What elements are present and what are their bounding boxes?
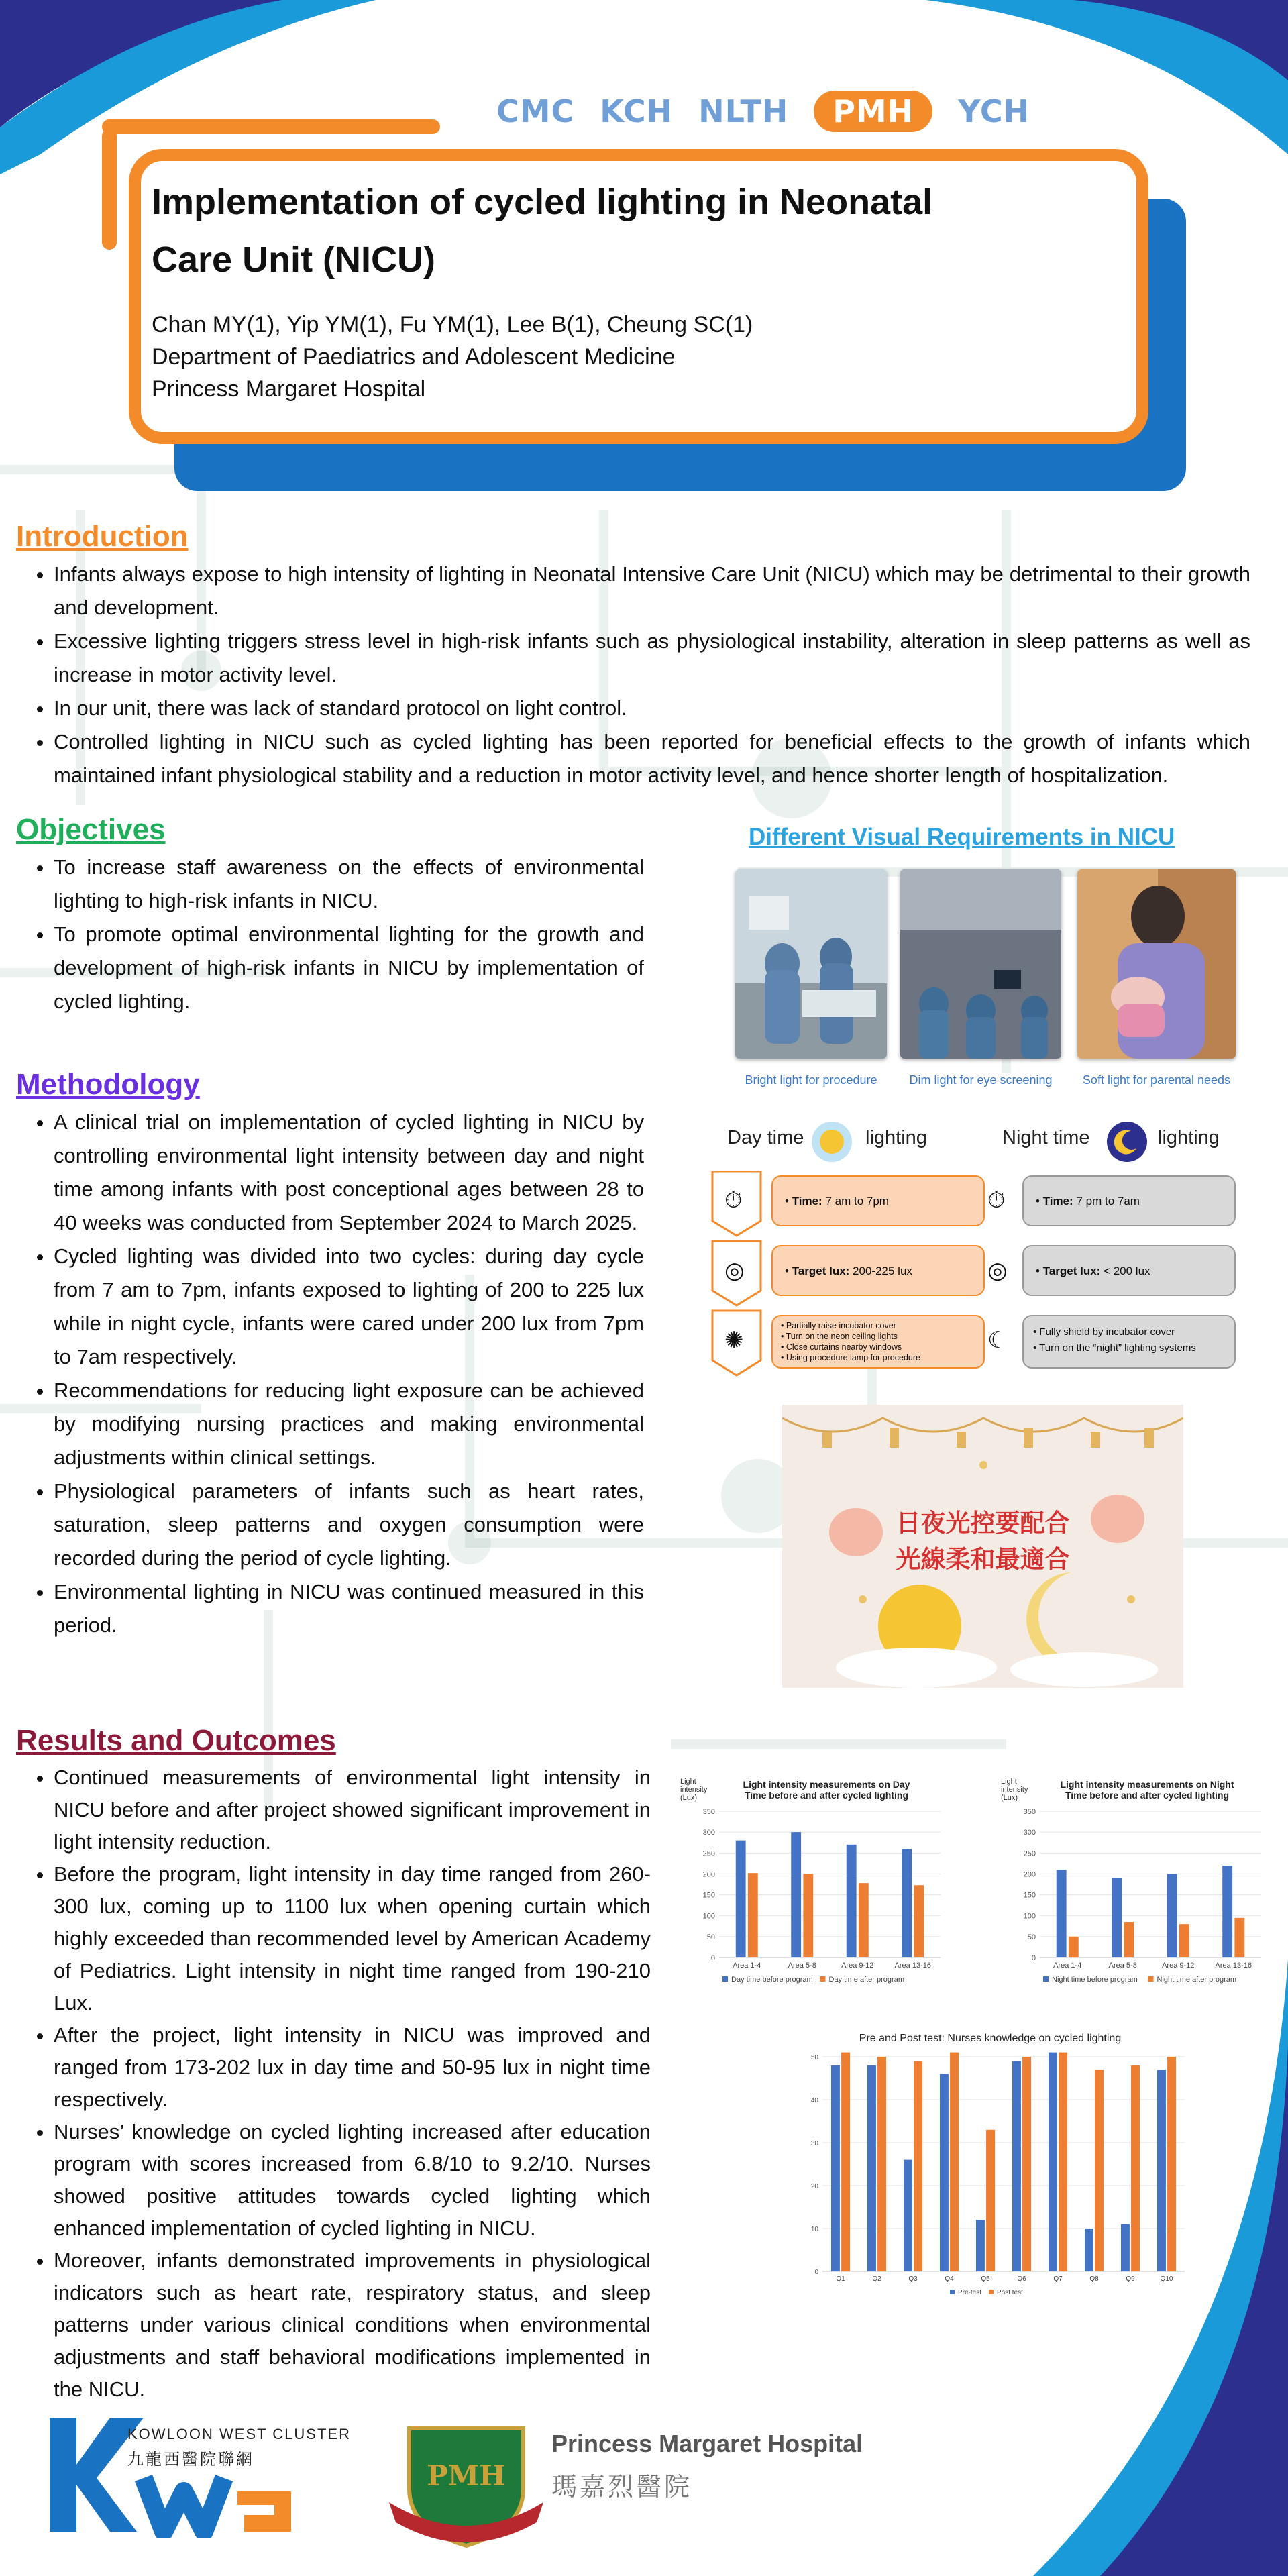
bar xyxy=(847,1845,857,1957)
bar xyxy=(1059,2053,1067,2271)
hospital-tab-cmc: CMC xyxy=(496,93,575,129)
y-tick-label: 0 xyxy=(814,2269,818,2276)
authors: Chan MY(1), Yip YM(1), Fu YM(1), Lee B(1), Cheung SC(1) xyxy=(152,312,753,337)
sun-icon xyxy=(810,1120,853,1163)
list-item: • Partially raise incubator cover xyxy=(781,1321,896,1330)
list-item: • Moreover, infants demonstrated improvements in physiological indicators such as heart rate, respiratory status, and sleep patterns under various clinical conditions when environmental adjustments and staff behavioral modifications implemented in the NICU. xyxy=(54,2245,651,2406)
pmh-crest-logo xyxy=(389,2422,543,2549)
y-tick-label: 50 xyxy=(706,1933,715,1941)
legend-swatch xyxy=(989,2290,994,2294)
bar xyxy=(791,1832,801,1957)
hospital-name: Princess Margaret Hospital xyxy=(152,376,426,402)
bar xyxy=(841,2053,850,2271)
author-block xyxy=(152,309,1024,405)
list-item: • Infants always expose to high intensity of lighting in Neonatal Intensive Care Unit (NICU) which may be detrimental to their growth and development. xyxy=(54,557,1250,625)
stopwatch-icon: ⏱ xyxy=(987,1187,1006,1213)
x-tick-label: Q10 xyxy=(1160,2275,1173,2283)
day-time-label-strong: Time: xyxy=(792,1195,822,1208)
x-tick-label: Q5 xyxy=(981,2275,990,2283)
bar xyxy=(748,1873,758,1957)
night-light-chart xyxy=(993,1775,1275,2003)
legend-label: Day time before program xyxy=(731,1976,813,1984)
stopwatch-icon: ⏱ xyxy=(724,1187,743,1213)
day-action-text: Turn on the neon ceiling lights xyxy=(786,1332,898,1341)
lamp-icon: ☾ xyxy=(987,1328,1008,1353)
day-target-panel: • Target lux: 200-225 lux xyxy=(771,1245,985,1296)
results-heading: Results and Outcomes xyxy=(16,1724,336,1757)
visual-requirements-heading: Different Visual Requirements in NICU xyxy=(749,824,1175,850)
bar xyxy=(1124,1922,1134,1957)
department: Department of Paediatrics and Adolescent Medicine xyxy=(152,344,676,370)
legend-swatch xyxy=(950,2290,955,2294)
poster-title-line1: Implementation of cycled lighting in Neonatal xyxy=(152,182,933,222)
bar xyxy=(986,2130,995,2271)
day-time-value: 7 am to 7pm xyxy=(822,1195,889,1208)
y-tick-label: 0 xyxy=(1031,1954,1036,1962)
bar xyxy=(904,2160,912,2271)
legend-swatch xyxy=(820,1976,826,1982)
night-time-panel: • Time: 7 pm to 7am xyxy=(1022,1175,1236,1226)
x-tick-label: Q2 xyxy=(872,2275,881,2283)
list-item: • Using procedure lamp for procedure xyxy=(781,1353,920,1362)
introduction-heading: Introduction xyxy=(16,520,189,553)
list-item: • To promote optimal environmental lighting for the growth and development of high-risk infants in NICU by implementation of cycled lighting. xyxy=(54,918,644,1018)
day-action-text: Partially raise incubator cover xyxy=(786,1321,896,1330)
bar xyxy=(1095,2070,1104,2271)
introduction-section xyxy=(16,520,1250,792)
objectives-heading: Objectives xyxy=(16,813,166,846)
legend-label: Night time before program xyxy=(1052,1976,1138,1984)
y-tick-label: 300 xyxy=(1023,1829,1036,1837)
bar xyxy=(950,2053,959,2271)
x-tick-label: Q9 xyxy=(1126,2275,1135,2283)
legend-label: Post test xyxy=(997,2289,1023,2296)
list-item: • Turn on the neon ceiling lights xyxy=(781,1332,898,1341)
poster-title xyxy=(152,173,1024,288)
decorative-bar-vertical xyxy=(102,129,117,250)
target-icon: ◎ xyxy=(724,1258,745,1283)
night-target-label: Target lux: xyxy=(1042,1265,1101,1277)
introduction-list xyxy=(16,557,1250,792)
chart-title: Light intensity measurements on Night Time before and after cycled lighting xyxy=(1060,1779,1234,1801)
x-tick-label: Q1 xyxy=(836,2275,845,2283)
night-lighting-word: lighting xyxy=(1158,1127,1220,1148)
hospital-tab-ych: YCH xyxy=(958,93,1030,129)
x-tick-label: Area 5-8 xyxy=(1108,1962,1137,1970)
slogan-line2: 光線柔和最適合 xyxy=(896,1545,1070,1574)
bar xyxy=(976,2220,985,2271)
y-tick-label: 100 xyxy=(702,1912,715,1921)
night-target-value: < 200 lux xyxy=(1100,1265,1150,1277)
bar xyxy=(859,1883,869,1957)
bar xyxy=(1131,2065,1140,2271)
legend-swatch xyxy=(1148,1976,1154,1982)
y-tick-label: 350 xyxy=(1023,1808,1036,1816)
night-time-label-strong: Time: xyxy=(1042,1195,1073,1208)
legend-swatch xyxy=(1043,1976,1049,1982)
list-item: • Before the program, light intensity in day time ranged from 260-300 lux, coming up to 1100 lux when opening curtain which highly exceeded than recommended level by American Academy of Pediatrics. Light intensity in night time ranged from 190-210 Lux. xyxy=(54,1858,651,2019)
chart-title: Pre and Post test: Nurses knowledge on cycled lighting xyxy=(859,2033,1122,2044)
chart-plot xyxy=(672,1802,954,2003)
bar xyxy=(1121,2224,1130,2271)
hospital-tab-nlth: NLTH xyxy=(698,93,789,129)
y-tick-label: 250 xyxy=(1023,1849,1036,1858)
bar xyxy=(1234,1918,1244,1957)
objectives-list xyxy=(16,851,644,1018)
night-target-panel: • Target lux: < 200 lux xyxy=(1022,1245,1236,1296)
results-section xyxy=(16,1724,651,2406)
bar xyxy=(1157,2070,1166,2271)
photo-dim-light xyxy=(900,869,1061,1059)
caption-bright-light: Bright light for procedure xyxy=(745,1073,877,1087)
day-time-label: Day time xyxy=(727,1127,804,1148)
y-tick-label: 50 xyxy=(810,2054,818,2061)
x-tick-label: Q7 xyxy=(1053,2275,1063,2283)
chart-title: Light intensity measurements on Day Time before and after cycled lighting xyxy=(743,1779,910,1801)
bar xyxy=(736,1841,746,1957)
x-tick-label: Q8 xyxy=(1089,2275,1099,2283)
bar xyxy=(1022,2057,1031,2271)
bar xyxy=(1057,1870,1067,1957)
hospital-tabs xyxy=(496,91,1030,132)
y-tick-label: 300 xyxy=(702,1829,715,1837)
list-item: • After the project, light intensity in NICU was improved and ranged from 173-202 lux in day time and 50-95 lux in night time respectively. xyxy=(54,2019,651,2116)
bar xyxy=(867,2065,876,2271)
list-item: • Cycled lighting was divided into two cycles: during day cycle from 7 am to 7pm, infants exposed to lighting of 200 to 225 lux while in night cycle, infants were cared under 200 lux from 7pm to 7am respectively. xyxy=(54,1240,644,1374)
methodology-list xyxy=(16,1106,644,1642)
list-item: • Physiological parameters of infants such as heart rates, saturation, sleep patterns and oxygen consumption were recorded during the period of cycle lighting. xyxy=(54,1474,644,1575)
x-tick-label: Area 1-4 xyxy=(733,1962,761,1970)
y-tick-label: 150 xyxy=(702,1891,715,1900)
y-tick-label: 40 xyxy=(810,2097,818,2104)
y-tick-label: 30 xyxy=(810,2140,818,2147)
caption-dim-light: Dim light for eye screening xyxy=(909,1073,1053,1087)
list-item: • Controlled lighting in NICU such as cycled lighting has been reported for beneficial effects to the growth of infants which maintained infant physiological stability and a reduction in motor activity level, and hence shorter length of hospitalization. xyxy=(54,725,1250,792)
chart-ylabel: Light intensity (Lux) xyxy=(680,1778,708,1802)
kwc-chinese-name: 九龍西醫院聯網 xyxy=(127,2450,254,2469)
target-icon: ◎ xyxy=(987,1258,1008,1283)
methodology-heading: Methodology xyxy=(16,1068,200,1101)
list-item: • A clinical trial on implementation of cycled lighting in NICU by controlling environmental light intensity between day and night time among infants with post conceptional ages between 28 to 40 weeks was conducted from September 2024 to March 2025. xyxy=(54,1106,644,1240)
night-actions-panel xyxy=(1022,1315,1236,1368)
bar xyxy=(940,2074,949,2271)
x-tick-label: Q6 xyxy=(1017,2275,1026,2283)
results-list xyxy=(16,1762,651,2406)
bar xyxy=(803,1874,813,1957)
bar xyxy=(1049,2053,1057,2271)
x-tick-label: Q4 xyxy=(945,2275,954,2283)
chart-ylabel: Light intensity (Lux) xyxy=(1001,1778,1028,1802)
chart-plot xyxy=(782,2050,1198,2312)
list-item: • Nurses’ knowledge on cycled lighting increased after education program with scores increased from 6.8/10 to 9.2/10. Nurses showed positive attitudes towards cycled lighting which enhanced implementation of cycled lighting in NICU. xyxy=(54,2116,651,2245)
y-tick-label: 200 xyxy=(1023,1870,1036,1879)
bar xyxy=(1179,1924,1189,1957)
pmh-name: Princess Margaret Hospital xyxy=(551,2430,863,2457)
bar xyxy=(1012,2061,1021,2271)
x-tick-label: Area 9-12 xyxy=(1162,1962,1195,1970)
day-target-label: Target lux: xyxy=(792,1265,850,1277)
day-actions-panel xyxy=(771,1315,985,1368)
objectives-section xyxy=(16,813,644,1018)
list-item: • Recommendations for reducing light exposure can be achieved by modifying nursing practices and making environmental adjustments within clinical settings. xyxy=(54,1374,644,1474)
y-tick-label: 250 xyxy=(702,1849,715,1858)
day-action-text: Using procedure lamp for procedure xyxy=(786,1353,920,1362)
pmh-crest-text: PMH xyxy=(427,2459,506,2492)
bar xyxy=(1085,2229,1093,2271)
list-item: • To increase staff awareness on the effects of environmental lighting to high-risk infants in NICU. xyxy=(54,851,644,918)
list-item: • Fully shield by incubator cover xyxy=(1033,1326,1175,1338)
decorative-bar xyxy=(102,119,440,134)
y-tick-label: 150 xyxy=(1023,1891,1036,1900)
list-item: • Environmental lighting in NICU was continued measured in this period. xyxy=(54,1575,644,1642)
slogan-illustration xyxy=(782,1405,1183,1688)
moon-icon xyxy=(1106,1120,1148,1163)
bar xyxy=(914,1885,924,1957)
legend-swatch xyxy=(722,1976,728,1982)
bar xyxy=(1069,1937,1079,1957)
x-tick-label: Area 13-16 xyxy=(894,1962,931,1970)
x-tick-label: Area 9-12 xyxy=(841,1962,874,1970)
day-time-panel: • Time: 7 am to 7pm xyxy=(771,1175,985,1226)
x-tick-label: Area 1-4 xyxy=(1053,1962,1082,1970)
y-tick-label: 10 xyxy=(810,2226,818,2233)
hospital-tab-kch: KCH xyxy=(600,93,674,129)
photo-soft-light xyxy=(1077,869,1236,1059)
list-item: • In our unit, there was lack of standard protocol on light control. xyxy=(54,692,1250,725)
list-item: • Close curtains nearby windows xyxy=(781,1342,902,1352)
y-tick-label: 50 xyxy=(1027,1933,1036,1941)
lightbulb-icon: ✺ xyxy=(724,1328,744,1353)
cycle-infographic xyxy=(710,1120,1240,1389)
y-tick-label: 100 xyxy=(1023,1912,1036,1921)
legend-label: Pre-test xyxy=(958,2289,982,2296)
y-tick-label: 0 xyxy=(710,1954,715,1962)
hospital-tab-pmh: PMH xyxy=(814,91,932,132)
x-tick-label: Area 13-16 xyxy=(1215,1962,1252,1970)
pmh-chinese-name: 瑪嘉烈醫院 xyxy=(551,2472,693,2502)
poster-title-line2: Care Unit (NICU) xyxy=(152,239,436,280)
x-tick-label: Q3 xyxy=(908,2275,918,2283)
photo-bright-light xyxy=(735,869,887,1059)
legend-label: Night time after program xyxy=(1157,1976,1237,1984)
night-action-text: Turn on the “night” lighting systems xyxy=(1039,1342,1196,1354)
list-item: • Continued measurements of environmental light intensity in NICU before and after project showed significant improvement in light intensity reduction. xyxy=(54,1762,651,1858)
kwc-name: KOWLOON WEST CLUSTER xyxy=(127,2426,351,2443)
methodology-section xyxy=(16,1068,644,1642)
day-target-value: 200-225 lux xyxy=(849,1265,912,1277)
y-tick-label: 200 xyxy=(702,1870,715,1879)
list-item: • Excessive lighting triggers stress level in high-risk infants such as physiological instability, alteration in sleep patterns as well as increase in motor activity level. xyxy=(54,625,1250,692)
bar xyxy=(1222,1866,1232,1957)
night-time-value: 7 pm to 7am xyxy=(1073,1195,1140,1208)
slogan-line1: 日夜光控要配合 xyxy=(896,1509,1070,1538)
list-item: • Turn on the “night” lighting systems xyxy=(1033,1342,1196,1354)
bar xyxy=(877,2057,886,2271)
bar xyxy=(914,2061,922,2271)
day-light-chart xyxy=(672,1775,954,2003)
chart-plot xyxy=(993,1802,1275,2003)
bar xyxy=(902,1849,912,1957)
bar xyxy=(1167,1874,1177,1957)
slogan-text xyxy=(782,1505,1183,1578)
y-tick-label: 350 xyxy=(702,1808,715,1816)
knowledge-chart xyxy=(782,2030,1198,2312)
bar xyxy=(1167,2057,1176,2271)
y-tick-label: 20 xyxy=(810,2183,818,2190)
night-time-label: Night time xyxy=(1002,1127,1090,1148)
night-action-text: Fully shield by incubator cover xyxy=(1039,1326,1175,1338)
legend-label: Day time after program xyxy=(828,1976,904,1984)
x-tick-label: Area 5-8 xyxy=(788,1962,816,1970)
day-lighting-word: lighting xyxy=(865,1127,927,1148)
bar xyxy=(1112,1878,1122,1957)
bar xyxy=(831,2065,840,2271)
caption-soft-light: Soft light for parental needs xyxy=(1082,1073,1231,1087)
day-action-text: Close curtains nearby windows xyxy=(786,1342,902,1352)
